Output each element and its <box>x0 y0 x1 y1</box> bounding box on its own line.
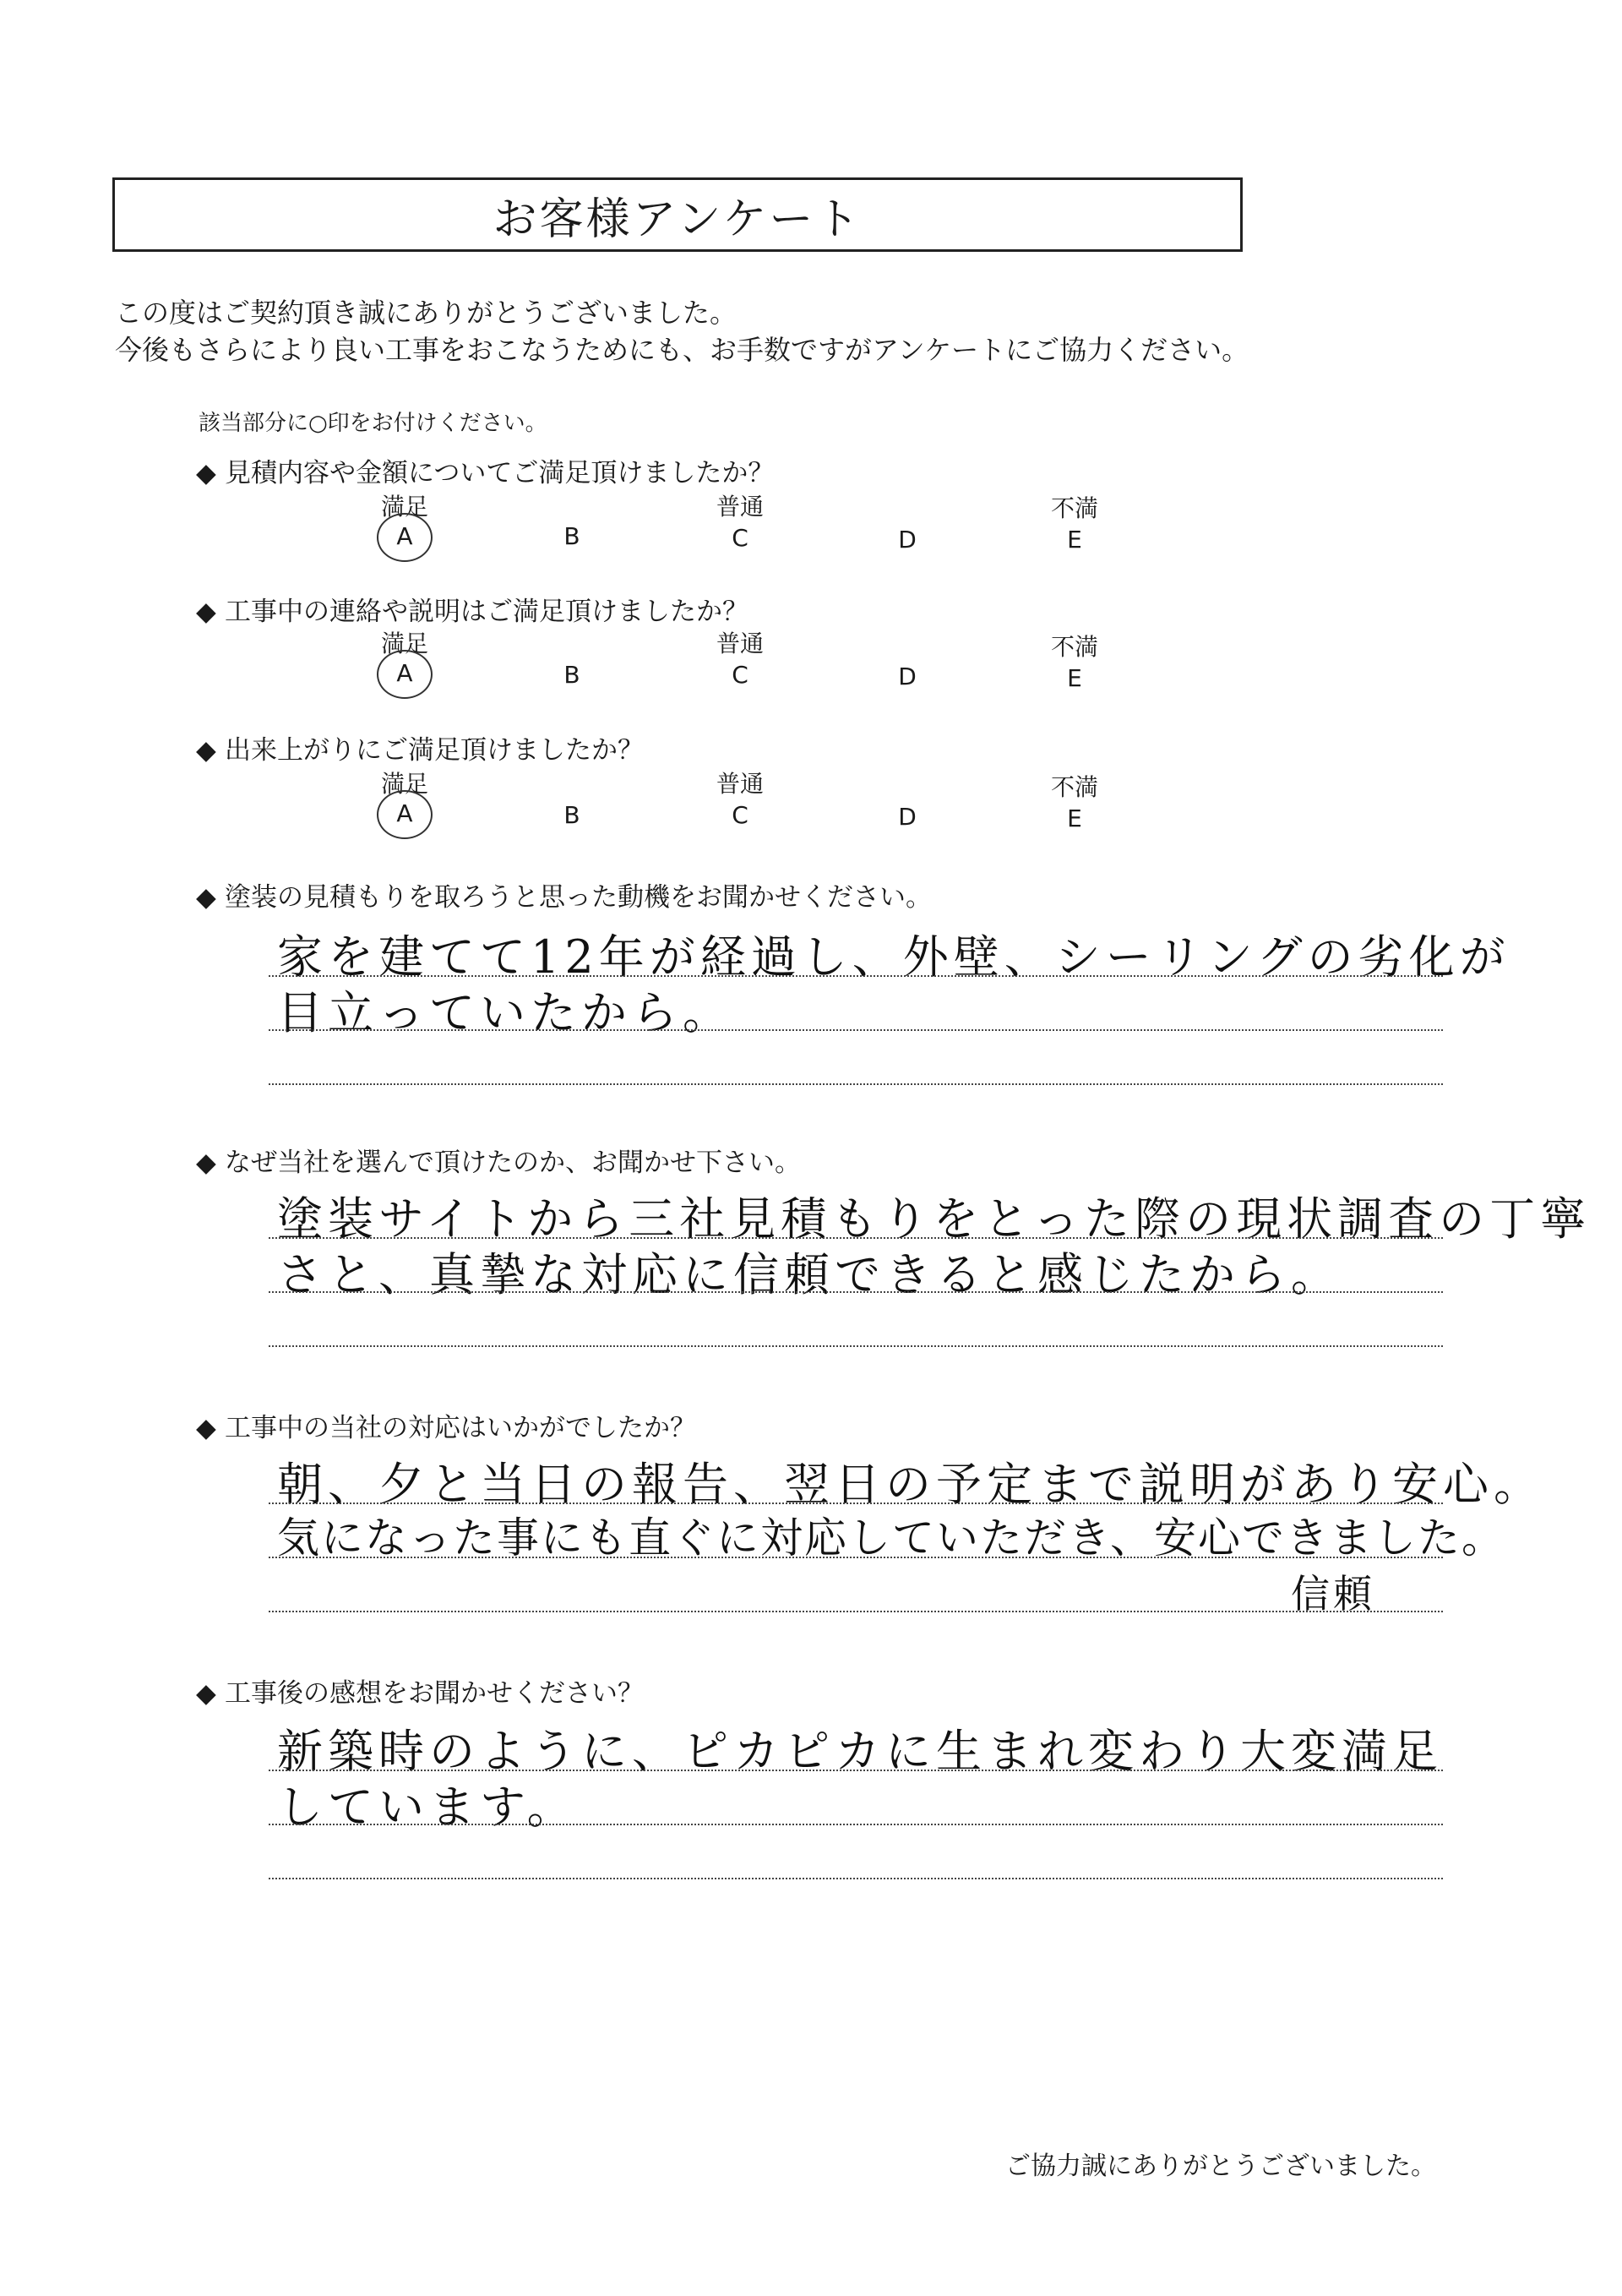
option-e[interactable]: E <box>1067 526 1082 554</box>
question-text: 工事中の当社の対応はいかがでしたか？ <box>225 1413 696 1443</box>
question-text: 工事中の連絡や説明はご満足頂けましたか？ <box>225 597 748 627</box>
dotted-rule <box>269 1345 1443 1347</box>
option-d[interactable]: D <box>898 663 917 690</box>
rating-question-2 <box>196 590 748 628</box>
diamond-bullet-icon: ◆ <box>196 1413 216 1443</box>
open-question-3 <box>196 1406 696 1444</box>
dotted-rule <box>269 1824 1443 1825</box>
label-neutral: 普通 <box>716 770 765 798</box>
answer-line-2: しています。 <box>277 1781 578 1834</box>
intro-line-2: 今後もさらにより良い工事をおこなうためにも、お手数ですがアンケートにご協力ください。 <box>115 334 1249 366</box>
option-b[interactable]: B <box>563 522 580 550</box>
label-satisfied: 満足 <box>380 770 429 798</box>
option-c[interactable]: C <box>732 524 748 552</box>
answer-line-1: 塗装サイトから三社見積もりをとった際の現状調査の丁寧 <box>277 1192 1592 1246</box>
answer-note: 信頼 <box>1291 1571 1375 1617</box>
option-c[interactable]: C <box>732 801 748 829</box>
label-dissatisfied: 不満 <box>1050 494 1099 522</box>
question-text: 工事後の感想をお聞かせください？ <box>225 1678 644 1709</box>
label-neutral: 普通 <box>716 630 765 657</box>
diamond-bullet-icon: ◆ <box>196 1148 216 1178</box>
option-a[interactable]: A <box>396 799 413 827</box>
question-text: 出来上がりにご満足頂けましたか？ <box>225 735 644 766</box>
open-question-1 <box>196 875 932 913</box>
diamond-bullet-icon: ◆ <box>196 882 216 913</box>
diamond-bullet-icon: ◆ <box>196 735 216 766</box>
option-b[interactable]: B <box>563 661 580 689</box>
dotted-rule <box>269 1878 1443 1879</box>
rating-scale-1 <box>0 488 1622 564</box>
option-a[interactable]: A <box>396 659 413 687</box>
rating-question-1 <box>196 451 774 489</box>
answer-line-2: 目立っていたから。 <box>277 986 733 1039</box>
page-title: お客様アンケート <box>493 194 863 245</box>
option-c[interactable]: C <box>732 661 748 689</box>
question-text: なぜ当社を選んで頂けたのか、お聞かせ下さい。 <box>225 1148 801 1178</box>
label-dissatisfied: 不満 <box>1050 633 1099 661</box>
intro-line-1: この度はご契約頂き誠にありがとうございました。 <box>115 297 738 329</box>
option-d[interactable]: D <box>898 803 917 831</box>
option-a[interactable]: A <box>396 522 413 550</box>
diamond-bullet-icon: ◆ <box>196 1678 216 1709</box>
open-question-2 <box>196 1141 801 1179</box>
question-text: 見積内容や金額についてご満足頂けましたか？ <box>225 458 775 488</box>
dotted-rule <box>269 1029 1443 1031</box>
dotted-rule <box>269 1557 1443 1558</box>
label-satisfied: 満足 <box>380 630 429 657</box>
dotted-rule <box>269 1083 1443 1085</box>
label-dissatisfied: 不満 <box>1050 773 1099 801</box>
title-box <box>112 177 1243 252</box>
answer-line-1: 朝、夕と当日の報告、翌日の予定まで説明があり安心。 <box>277 1458 1544 1511</box>
rating-scale-3 <box>0 766 1622 842</box>
option-d[interactable]: D <box>898 526 917 554</box>
answer-line-1: 新築時のように、ピカピカに生まれ変わり大変満足 <box>277 1725 1443 1778</box>
diamond-bullet-icon: ◆ <box>196 597 216 627</box>
open-question-4 <box>196 1672 644 1710</box>
instruction-text: 該当部分に○印をお付けください。 <box>199 411 547 436</box>
option-e[interactable]: E <box>1067 804 1082 832</box>
label-satisfied: 満足 <box>380 493 429 521</box>
closing-text: ご協力誠にありがとうございました。 <box>1005 2151 1436 2181</box>
intro-text <box>115 294 1249 368</box>
label-neutral: 普通 <box>716 493 765 521</box>
diamond-bullet-icon: ◆ <box>196 458 216 488</box>
answer-line-1: 家を建てて12年が経過し、外壁、シーリングの劣化が <box>277 930 1510 984</box>
dotted-rule <box>269 1291 1443 1293</box>
answer-line-2: 気になった事にも直ぐに対応していただき、安心できました。 <box>277 1513 1505 1562</box>
rating-question-3 <box>196 728 644 766</box>
option-e[interactable]: E <box>1067 664 1082 692</box>
dotted-rule <box>269 1611 1443 1612</box>
answer-line-2: さと、真摯な対応に信頼できると感じたから。 <box>277 1248 1342 1301</box>
option-b[interactable]: B <box>563 801 580 829</box>
rating-scale-2 <box>0 625 1622 701</box>
question-text: 塗装の見積もりを取ろうと思った動機をお聞かせください。 <box>225 882 932 913</box>
